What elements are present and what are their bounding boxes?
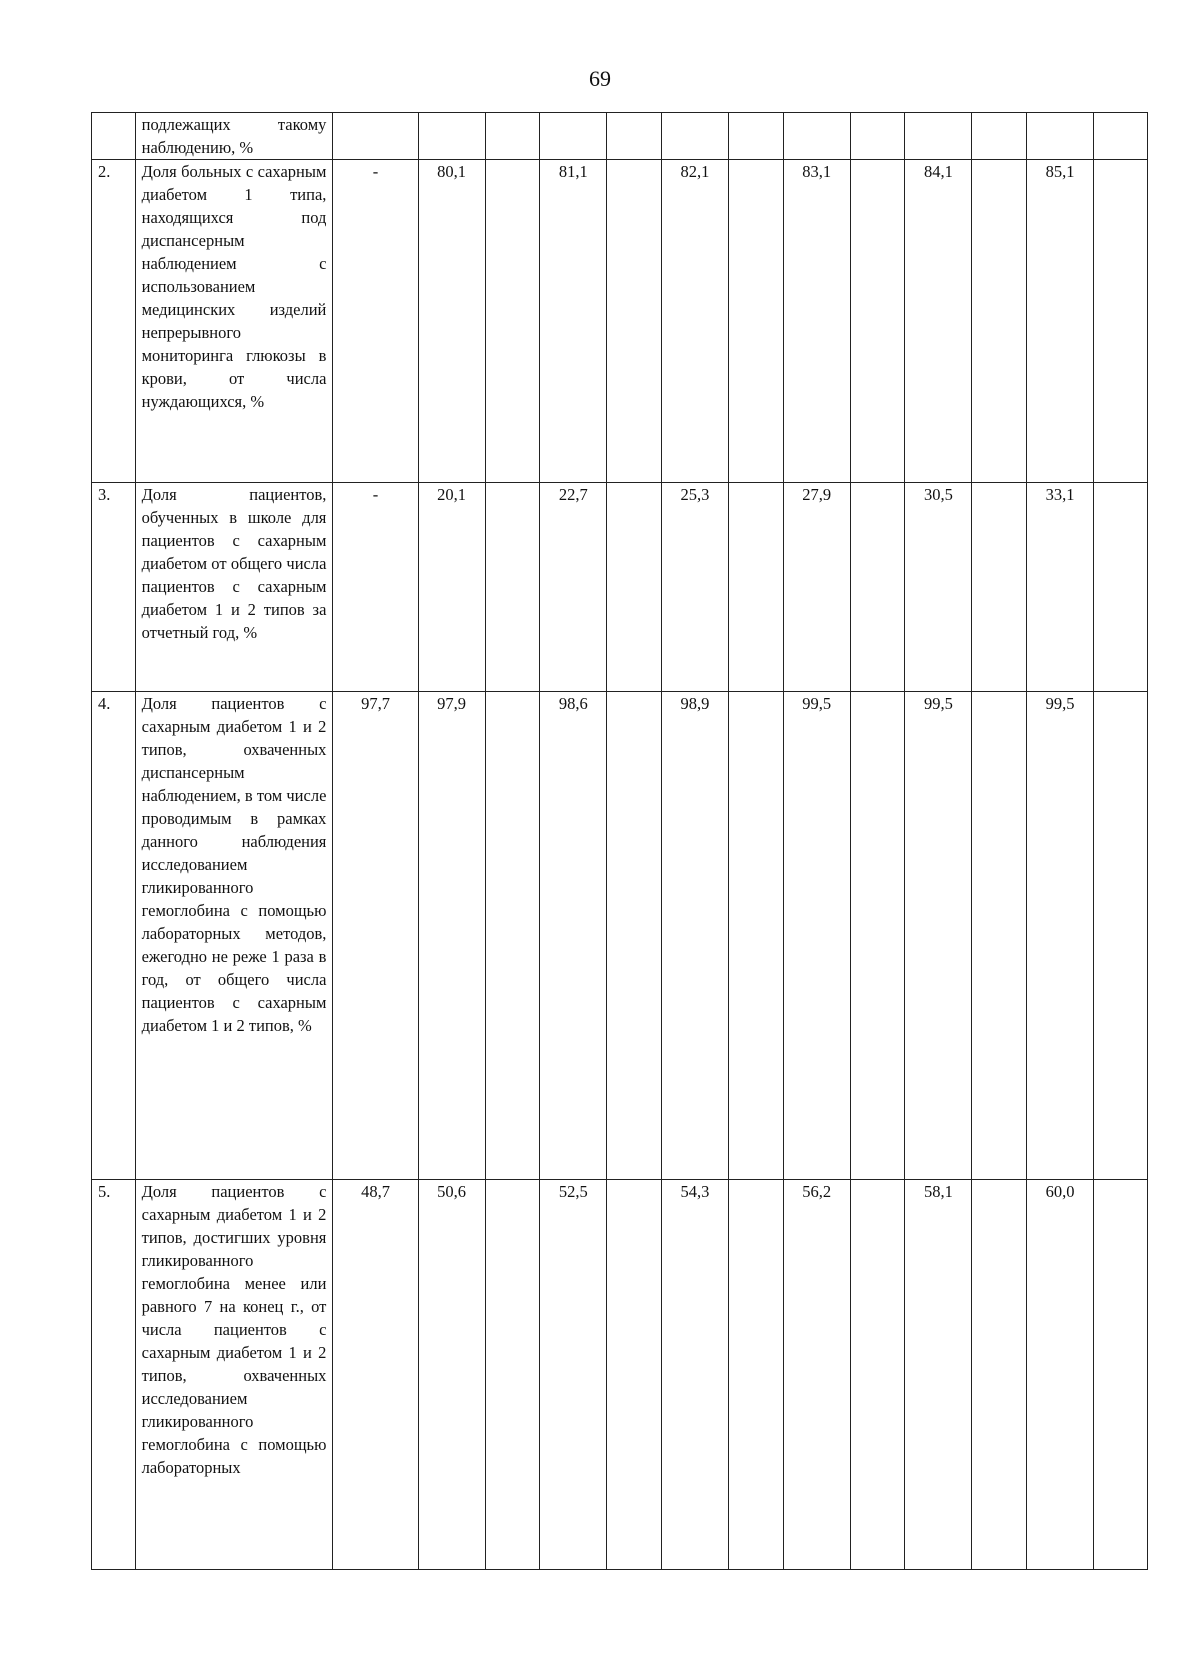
value-year-2: 81,1 [540, 160, 607, 483]
page-number: 69 [589, 66, 611, 91]
indicator-description: Доля пациентов, обученных в школе для пациентов с сахарным диабетом от общего числа пациентов с сахарным диабетом 1 и 2 типов за отчетный год, % [135, 483, 333, 692]
empty-cell [607, 692, 662, 1180]
empty-cell [1094, 160, 1148, 483]
value-year-1: 20,1 [418, 483, 485, 692]
row-number: 5. [92, 1180, 136, 1570]
value-year-5: 58,1 [905, 1180, 972, 1570]
row-number: 4. [92, 692, 136, 1180]
indicator-description: Доля пациентов с сахарным диабетом 1 и 2 типов, охваченных диспансерным наблюдением, в том числе проводимым в рамках данного наблюдения исследованием гликированного гемоглобина с помощью лабораторных методов, ежегодно не реже 1 раза в год, от общего числа пациентов с сахарным диабетом 1 и 2 типов, % [135, 692, 333, 1180]
empty-cell [485, 1180, 540, 1570]
empty-cell [485, 483, 540, 692]
indicator-description: подлежащих такому наблюдению, % [135, 113, 333, 160]
empty-cell [850, 160, 905, 483]
empty-cell [728, 113, 783, 160]
value-year-3: 98,9 [662, 692, 729, 1180]
indicator-description: Доля пациентов с сахарным диабетом 1 и 2 типов, достигших уровня гликированного гемоглобина менее или равного 7 на конец г., от числа пациентов с сахарным диабетом 1 и 2 типов, охваченных исследованием гликированного гемоглобина с помощью лабораторных [135, 1180, 333, 1570]
empty-cell [850, 1180, 905, 1570]
value-year-5: 99,5 [905, 692, 972, 1180]
value-year-6: 85,1 [1027, 160, 1094, 483]
value-year-3 [662, 113, 729, 160]
empty-cell [1094, 483, 1148, 692]
empty-cell [728, 1180, 783, 1570]
value-year-3: 82,1 [662, 160, 729, 483]
value-year-5: 84,1 [905, 160, 972, 483]
value-baseline: - [333, 160, 418, 483]
value-year-1 [418, 113, 485, 160]
table-row [92, 483, 1148, 692]
value-year-3: 54,3 [662, 1180, 729, 1570]
value-year-5: 30,5 [905, 483, 972, 692]
empty-cell [972, 692, 1027, 1180]
value-baseline [333, 113, 418, 160]
row-number: 3. [92, 483, 136, 692]
empty-cell [607, 483, 662, 692]
value-year-1: 80,1 [418, 160, 485, 483]
value-year-4: 99,5 [783, 692, 850, 1180]
value-year-6: 99,5 [1027, 692, 1094, 1180]
empty-cell [485, 113, 540, 160]
empty-cell [972, 113, 1027, 160]
empty-cell [850, 692, 905, 1180]
empty-cell [1094, 692, 1148, 1180]
empty-cell [485, 692, 540, 1180]
empty-cell [972, 483, 1027, 692]
value-year-6 [1027, 113, 1094, 160]
empty-cell [1094, 1180, 1148, 1570]
empty-cell [728, 483, 783, 692]
empty-cell [728, 692, 783, 1180]
value-year-6: 60,0 [1027, 1180, 1094, 1570]
value-year-6: 33,1 [1027, 483, 1094, 692]
value-year-4: 27,9 [783, 483, 850, 692]
table-row [92, 692, 1148, 1180]
empty-cell [485, 160, 540, 483]
value-year-2: 22,7 [540, 483, 607, 692]
value-baseline: 97,7 [333, 692, 418, 1180]
value-baseline: 48,7 [333, 1180, 418, 1570]
value-year-5 [905, 113, 972, 160]
value-year-4: 83,1 [783, 160, 850, 483]
empty-cell [972, 1180, 1027, 1570]
value-year-4 [783, 113, 850, 160]
empty-cell [850, 113, 905, 160]
table-row [92, 160, 1148, 483]
value-year-2: 52,5 [540, 1180, 607, 1570]
value-year-2 [540, 113, 607, 160]
row-number [92, 113, 136, 160]
empty-cell [607, 160, 662, 483]
indicators-table [91, 112, 1148, 1570]
indicator-description: Доля больных с сахарным диабетом 1 типа, находящихся под диспансерным наблюдением с использованием медицинских изделий непрерывного мониторинга глюкозы в крови, от числа нуждающихся, % [135, 160, 333, 483]
value-year-2: 98,6 [540, 692, 607, 1180]
empty-cell [972, 160, 1027, 483]
value-year-1: 50,6 [418, 1180, 485, 1570]
empty-cell [850, 483, 905, 692]
row-number: 2. [92, 160, 136, 483]
empty-cell [728, 160, 783, 483]
table-row [92, 1180, 1148, 1570]
value-baseline: - [333, 483, 418, 692]
value-year-3: 25,3 [662, 483, 729, 692]
empty-cell [1094, 113, 1148, 160]
table-row [92, 113, 1148, 160]
empty-cell [607, 113, 662, 160]
empty-cell [607, 1180, 662, 1570]
value-year-4: 56,2 [783, 1180, 850, 1570]
value-year-1: 97,9 [418, 692, 485, 1180]
